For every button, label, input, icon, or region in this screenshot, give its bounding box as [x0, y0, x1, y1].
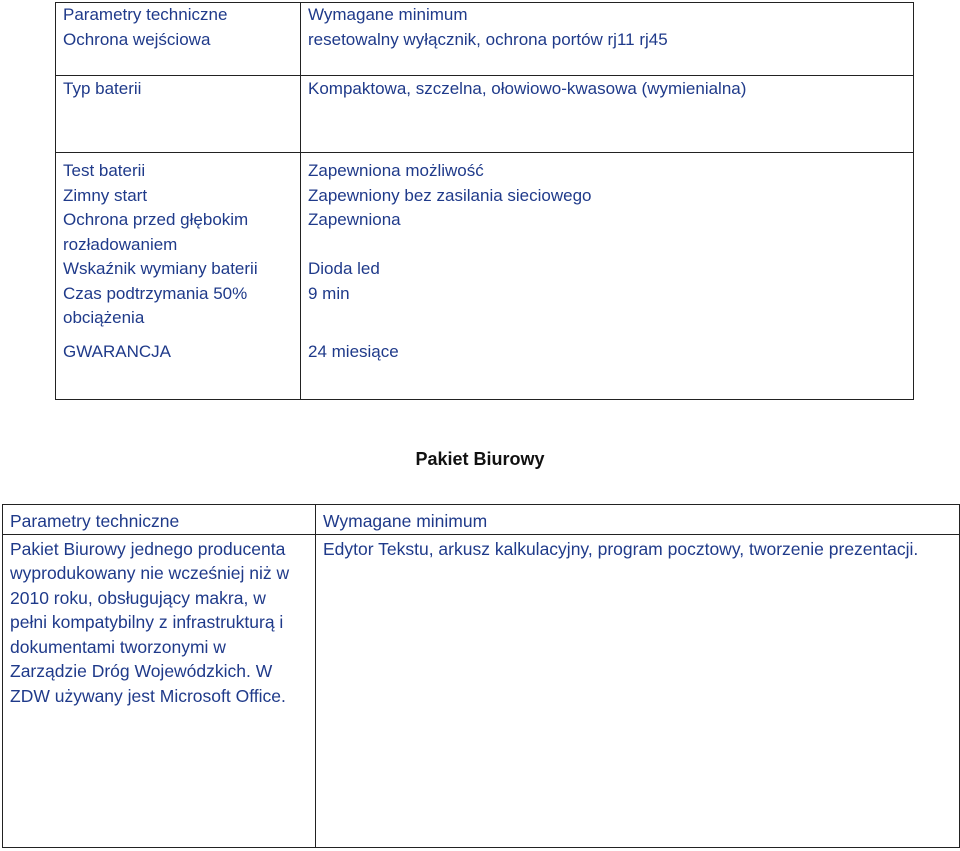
deep-discharge-label-line1: Ochrona przed głębokim — [63, 210, 249, 229]
table2-header-col1-cell — [3, 505, 316, 535]
backup-time-label-line1: Czas podtrzymania 50% — [63, 283, 248, 303]
input-protection-value: resetowalny wyłącznik, ochrona portów rj11 rj45 — [308, 29, 668, 49]
table2-header-col2-cell — [316, 505, 960, 535]
deep-discharge-label-line2: rozładowaniem — [63, 234, 178, 254]
table1-header-and-input-label-cell — [56, 3, 301, 76]
table1-header-and-input-value-cell — [301, 3, 914, 76]
office-suite-table — [2, 504, 960, 848]
deep-discharge-value: Zapewniona — [308, 210, 401, 229]
backup-time-value: 9 min — [308, 283, 350, 303]
table2-header-parametry: Parametry techniczne — [10, 511, 180, 531]
battery-type-value: Kompaktowa, szczelna, ołowiowo-kwasowa (wymienialna) — [308, 79, 747, 98]
cold-start-label: Zimny start — [63, 185, 148, 205]
office-desc-line1: Pakiet Biurowy jednego producenta — [10, 538, 286, 559]
office-desc-line4: pełni kompatybilny z infrastrukturą i — [10, 612, 284, 632]
battery-features-value-cell — [301, 153, 914, 400]
office-suite-description-cell — [3, 534, 316, 847]
input-protection-label: Ochrona wejściowa — [63, 29, 211, 49]
office-suite-requirement-cell — [316, 534, 960, 847]
battery-type-label-cell — [56, 76, 301, 153]
battery-replace-indicator-label: Wskaźnik wymiany baterii — [63, 259, 258, 278]
table1-header-parametry: Parametry techniczne — [63, 5, 228, 24]
office-desc-line6: Zarządzie Dróg Wojewódzkich. W — [10, 661, 273, 681]
warranty-value: 24 miesiące — [308, 341, 399, 361]
office-desc-line2: wyprodukowany nie wcześniej niż w — [10, 563, 290, 583]
table1-header-wymagane: Wymagane minimum — [308, 5, 468, 24]
section-title: Pakiet Biurowy — [415, 449, 545, 469]
ups-parameters-table — [55, 2, 914, 400]
battery-test-value: Zapewniona możliwość — [308, 161, 484, 180]
battery-replace-indicator-value: Dioda led — [308, 259, 380, 278]
cold-start-value: Zapewniony bez zasilania sieciowego — [308, 185, 592, 205]
office-desc-line5: dokumentami tworzonymi w — [10, 636, 226, 657]
battery-test-label: Test baterii — [63, 161, 146, 180]
backup-time-label-line2: obciążenia — [63, 308, 145, 327]
office-desc-line3: 2010 roku, obsługujący makra, w — [10, 587, 266, 608]
office-suite-requirement: Edytor Tekstu, arkusz kalkulacyjny, program pocztowy, tworzenie prezentacji. — [323, 538, 919, 559]
table2-header-wymagane: Wymagane minimum — [323, 511, 488, 531]
battery-type-value-cell — [301, 76, 914, 153]
warranty-label: GWARANCJA — [63, 341, 171, 361]
office-desc-line7: ZDW używany jest Microsoft Office. — [10, 685, 286, 706]
battery-features-label-cell — [56, 153, 301, 400]
battery-type-label: Typ baterii — [63, 79, 142, 98]
